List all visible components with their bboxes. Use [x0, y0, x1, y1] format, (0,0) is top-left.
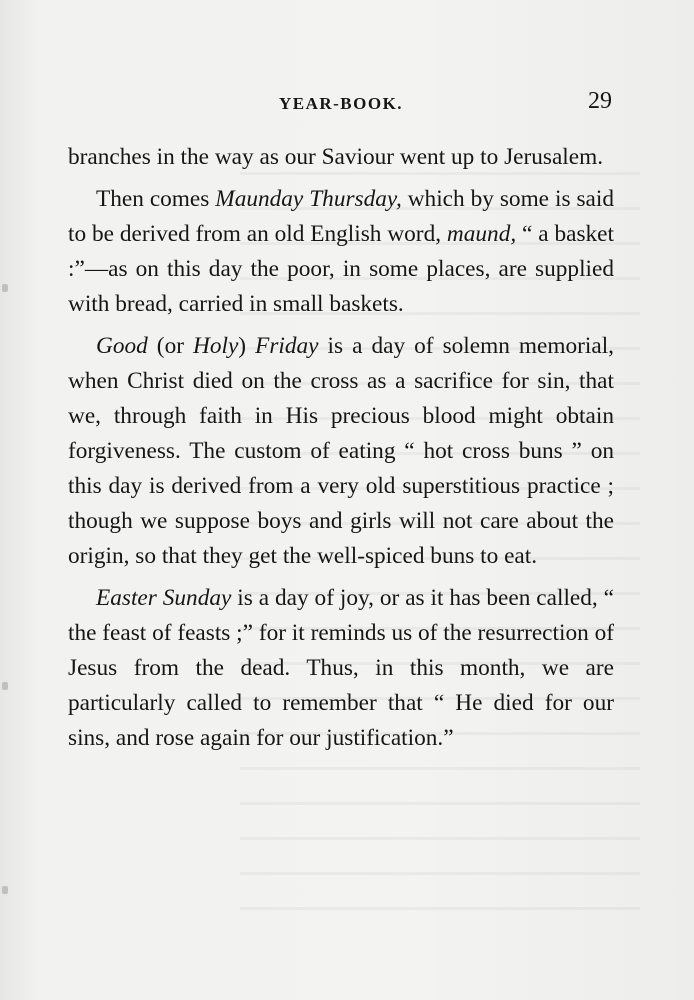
italic-run: Friday	[255, 333, 319, 359]
running-title: YEAR-BOOK.	[278, 94, 404, 113]
italic-run: maund,	[446, 221, 517, 247]
page-number: 29	[588, 88, 612, 114]
text-run: “ a basket :”—as on this day the poor, in some places, are supplied with bread, carried in small baskets.	[68, 221, 614, 317]
text-run: )	[238, 333, 256, 359]
italic-run: Maunday Thursday,	[215, 186, 402, 212]
italic-run: Holy	[193, 333, 239, 359]
paragraph	[68, 182, 614, 322]
paragraph	[68, 329, 614, 574]
margin-mark	[2, 284, 8, 292]
paragraph	[68, 140, 614, 175]
running-head	[68, 88, 614, 118]
text-run: is a day of solemn memorial, when Christ died on the cross as a sacrifice for sin, that we, through faith in His precious blood might obtain forgiveness. The custom of eating “ hot cross buns ” on this day is derived from a very old superstitious practice ; though we suppose boys and girls will not care about the origin, so that they get the well-spiced buns to eat.	[68, 333, 614, 569]
italic-run: Good	[96, 333, 148, 359]
text-run: Then comes	[96, 186, 216, 212]
italic-run: Easter Sunday	[96, 585, 232, 611]
text-run: (or	[147, 333, 193, 359]
margin-mark	[2, 682, 8, 690]
text-run: is a day of joy, or as it has been called, “ the feast of feasts ;” for it reminds us of the resurrection of Jesus from the dead. Thus, in this month, we are particularly called to remember that “ He died for our sins, and rose again for our justification.”	[68, 585, 615, 751]
margin-mark	[2, 886, 8, 894]
text-run: branches in the way as our Saviour went up to Jerusalem.	[68, 144, 604, 170]
body-text	[68, 140, 614, 756]
text-run: which by some is said to be derived from an old English word,	[68, 186, 614, 247]
paragraph	[68, 581, 614, 756]
